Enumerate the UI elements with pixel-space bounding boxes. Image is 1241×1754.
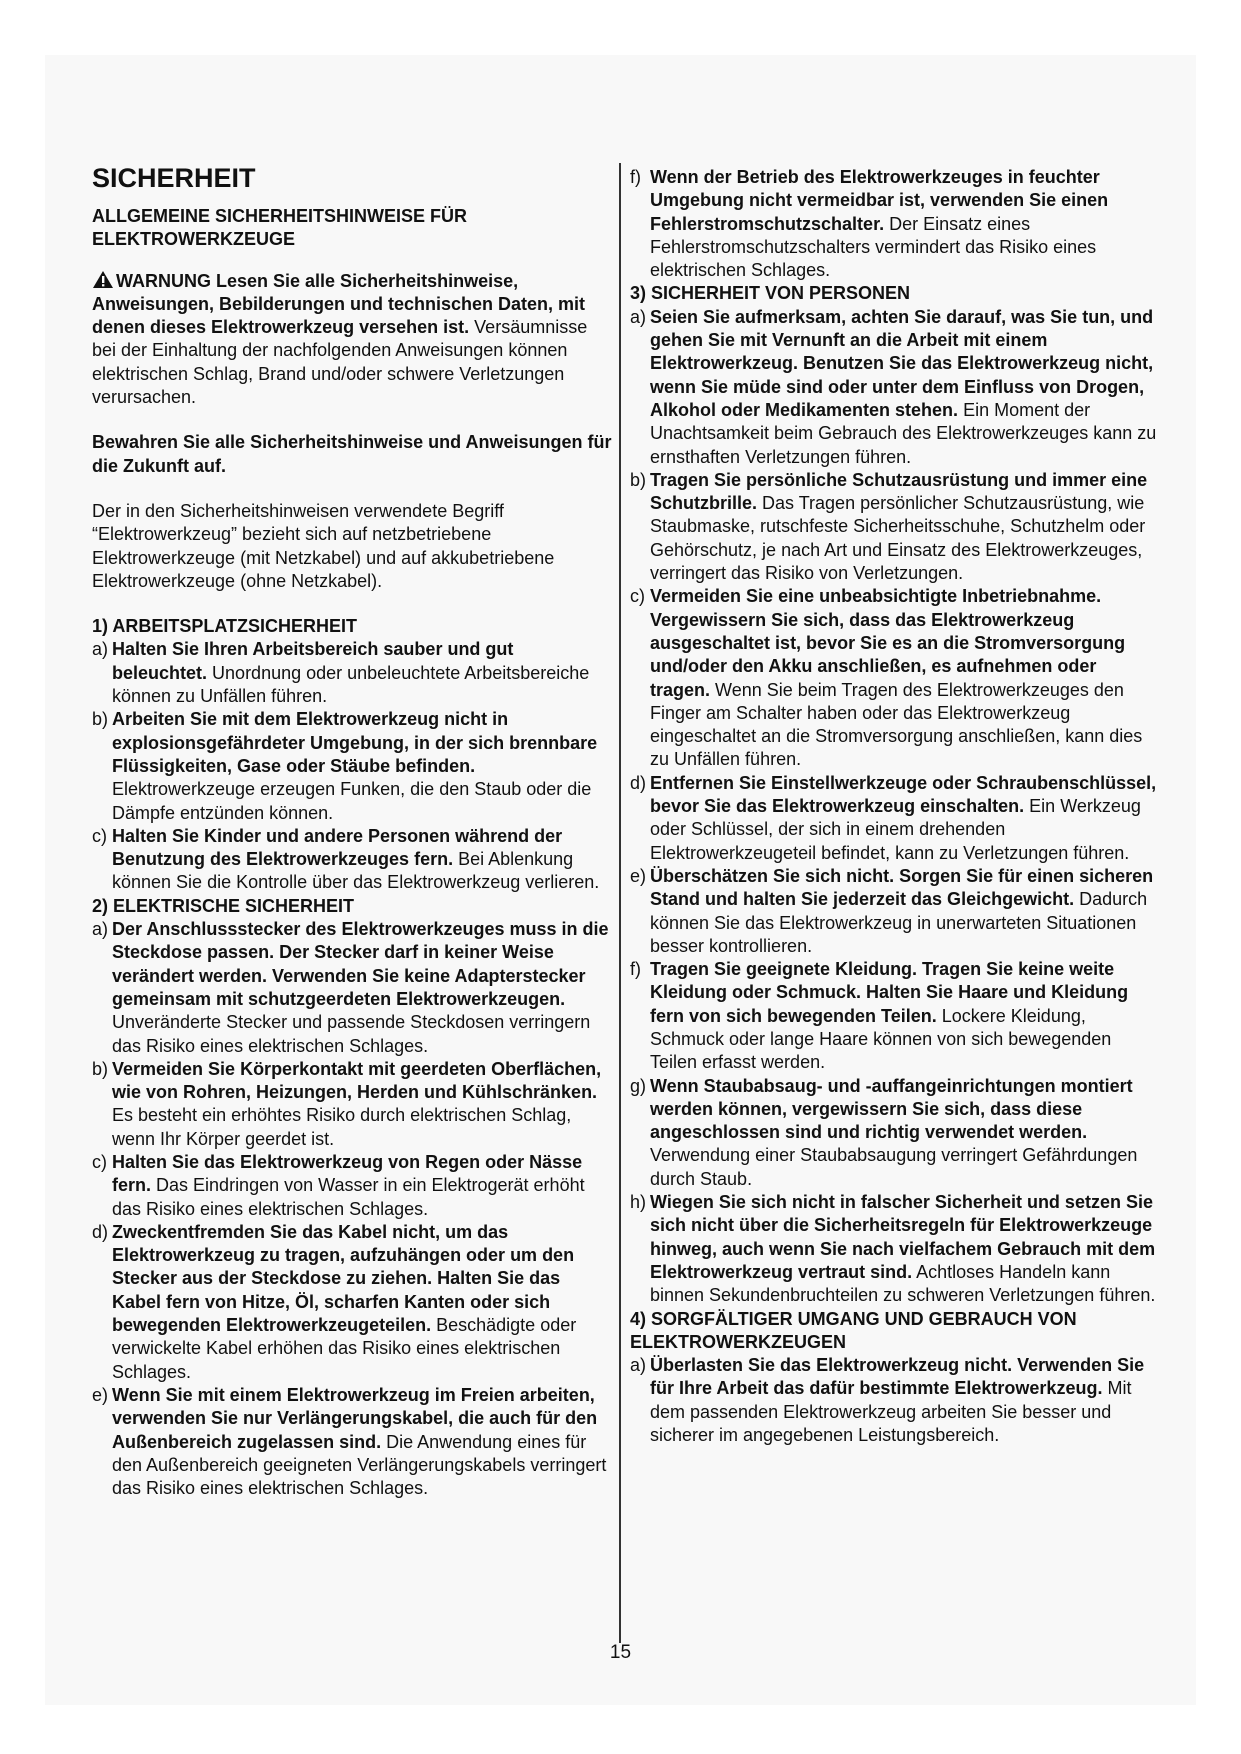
list-item: e) Überschätzen Sie sich nicht. Sorgen Sie für einen sicheren Stand und halten Sie jederzeit das Gleichgewicht. Dadurch können Sie das Elektrowerkzeug in unerwarteten Situationen besser kontrollieren.	[630, 865, 1154, 956]
section-heading-electrical: 2) ELEKTRISCHE SICHERHEIT	[92, 895, 355, 916]
page-number: 15	[609, 1642, 632, 1663]
section-heading-personal: 3) SICHERHEIT VON PERSONEN	[630, 283, 911, 304]
section-heading-handling: 4) SORGFÄLTIGER UMGANG UND GEBRAUCH VON ELEKTROWERKZEUGEN	[630, 1308, 1077, 1352]
list-item: c) Vermeiden Sie eine unbeabsichtigte Inbetriebnahme. Vergewissern Sie sich, dass das Elektrowerkzeug ausgeschaltet ist, bevor Sie es an die Stromversorgung und/oder den Akku anschließen, es aufnehmen oder tragen. Wenn Sie beim Tragen des Elektrowerkzeuges den Finger am Schalter haben oder das Elektrowerkzeug eingeschaltet an die Stromversorgung anschließen, kann dies zu Unfällen führen.	[630, 586, 1143, 770]
list-item: b) Tragen Sie persönliche Schutzausrüstung und immer eine Schutzbrille. Das Tragen persönlicher Schutzausrüstung, wie Staubmaske, rutschfeste Sicherheitsschuhe, Schutzhelm oder Gehörschutz, je nach Art und Einsatz des Elektrowerkzeuges, verringert das Risiko von Verletzungen.	[630, 469, 1148, 584]
keep-notice: Bewahren Sie alle Sicherheitshinweise und Anweisungen für die Zukunft auf.	[92, 432, 612, 476]
list-item: d) Entfernen Sie Einstellwerkzeuge oder Schraubenschlüssel, bevor Sie das Elektrowerkzeug einschalten. Ein Werkzeug oder Schlüssel, der sich in einem drehenden Elektrowerkzeugeteil befindet, kann zu Verletzungen führen.	[630, 772, 1157, 863]
list-item: b) Vermeiden Sie Körperkontakt mit geerdeten Oberflächen, wie von Rohren, Heizungen, Herden und Kühlschränken. Es besteht ein erhöhtes Risiko durch elektrischen Schlag, wenn Ihr Körper geerdet ist.	[92, 1058, 602, 1149]
list-item: a) Halten Sie Ihren Arbeitsbereich sauber und gut beleuchtet. Unordnung oder unbeleuchtete Arbeitsbereiche können zu Unfällen führen.	[92, 639, 590, 707]
list-item: e) Wenn Sie mit einem Elektrowerkzeug im Freien arbeiten, verwenden Sie nur Verlängerungskabel, die auch für den Außenbereich zugelassen sind. Die Anwendung eines für den Außenbereich geeigneten Verlängerungskabels verringert das Risiko eines elektrischen Schlages.	[92, 1384, 607, 1499]
page-title: SICHERHEIT	[92, 163, 256, 193]
list-item: a) Überlasten Sie das Elektrowerkzeug nicht. Verwenden Sie für Ihre Arbeit das dafür bestimmte Elektrowerkzeug. Mit dem passenden Elektrowerkzeug arbeiten Sie besser und sicherer im angegebenen Leistungsbereich.	[630, 1355, 1145, 1446]
list-item: f) Wenn der Betrieb des Elektrowerkzeuges in feuchter Umgebung nicht vermeidbar ist, verwenden Sie einen Fehlerstromschutzschalter. Der Einsatz eines Fehlerstromschutzschalters vermindert das Risiko eines elektrischen Schlages.	[630, 167, 1109, 281]
right-column	[630, 166, 1158, 1447]
list-item: f) Tragen Sie geeignete Kleidung. Tragen Sie keine weite Kleidung oder Schmuck. Halten Sie Haare und Kleidung fern von sich bewegenden Teilen. Lockere Kleidung, Schmuck oder lange Haare können von sich bewegenden Teilen erfasst werden.	[630, 959, 1129, 1073]
list-item: g) Wenn Staubabsaug- und -auffangeinrichtungen montiert werden können, vergewissern Sie sich, dass diese angeschlossen sind und richtig verwendet werden. Verwendung einer Staubabsaugung verringert Gefährdungen durch Staub.	[630, 1075, 1138, 1189]
column-divider	[619, 163, 621, 1643]
warning-text: Versäumnisse bei der Einhaltung der nachfolgenden Anweisungen können elektrischen Schlag, Brand und/oder schwere Verletzungen verursachen.	[92, 317, 588, 408]
list-item: c) Halten Sie Kinder und andere Personen während der Benutzung des Elektrowerkzeuges fern. Bei Ablenkung können Sie die Kontrolle über das Elektrowerkzeug verlieren.	[92, 825, 600, 893]
list-item: d) Zweckentfremden Sie das Kabel nicht, um das Elektrowerkzeug zu tragen, aufzuhängen oder um den Stecker aus der Steckdose zu ziehen. Halten Sie das Kabel fern von Hitze, Öl, scharfen Kanten oder sich bewegenden Elektrowerkzeugeteilen. Beschädigte oder verwickelte Kabel erhöhen das Risiko eines elektrischen Schlages.	[92, 1221, 577, 1382]
warning-paragraph	[92, 270, 612, 410]
list-item: a) Der Anschlussstecker des Elektrowerkzeuges muss in die Steckdose passen. Der Stecker darf in keiner Weise verändert werden. Verwenden Sie keine Adapterstecker gemeinsam mit schutzgeerdeten Elektrowerkzeugen. Unveränderte Stecker und passende Steckdosen verringern das Risiko eines elektrischen Schlages.	[92, 919, 609, 1056]
list-item: b) Arbeiten Sie mit dem Elektrowerkzeug nicht in explosionsgefährdeter Umgebung, in der sich brennbare Flüssigkeiten, Gase oder Stäube befinden. Elektrowerkzeuge erzeugen Funken, die den Staub oder die Dämpfe entzünden können.	[92, 709, 598, 823]
warning-bold: WARNUNG Lesen Sie alle Sicherheitshinweise, Anweisungen, Bebilderungen und technischen Daten, mit denen dieses Elektrowerkzeug versehen ist.	[92, 270, 586, 338]
list-item: h) Wiegen Sie sich nicht in falscher Sicherheit und setzen Sie sich nicht über die Sicherheitsregeln für Elektrowerkzeuge hinweg, auch wenn Sie nach vielfachem Gebrauch mit dem Elektrowerkzeug vertraut sind. Achtloses Handeln kann binnen Sekundenbruchteilen zu schweren Verletzungen führen.	[630, 1192, 1156, 1306]
subtitle: ALLGEMEINE SICHERHEITSHINWEISE FÜR ELEKTROWERKZEUGE	[92, 206, 468, 250]
left-column	[92, 163, 612, 1500]
warning-triangle-icon	[92, 270, 114, 289]
section-heading-workplace: 1) ARBEITSPLATZSICHERHEIT	[92, 616, 358, 637]
list-item: c) Halten Sie das Elektrowerkzeug von Regen oder Nässe fern. Das Eindringen von Wasser in ein Elektrogerät erhöht das Risiko eines elektrischen Schlages.	[92, 1151, 585, 1219]
list-item: a) Seien Sie aufmerksam, achten Sie darauf, was Sie tun, und gehen Sie mit Vernunft an die Arbeit mit einem Elektrowerkzeug. Benutzen Sie das Elektrowerkzeug nicht, wenn Sie müde sind oder unter dem Einfluss von Drogen, Alkohol oder Medikamenten stehen. Ein Moment der Unachtsamkeit beim Gebrauch des Elektrowerkzeuges kann zu ernsthaften Verletzungen führen.	[630, 306, 1157, 467]
definition-paragraph: Der in den Sicherheitshinweisen verwendete Begriff “Elektrowerkzeug” bezieht sich auf netzbetriebene Elektrowerkzeuge (mit Netzkabel) und auf akkubetriebene Elektrowerkzeuge (ohne Netzkabel).	[92, 500, 555, 591]
